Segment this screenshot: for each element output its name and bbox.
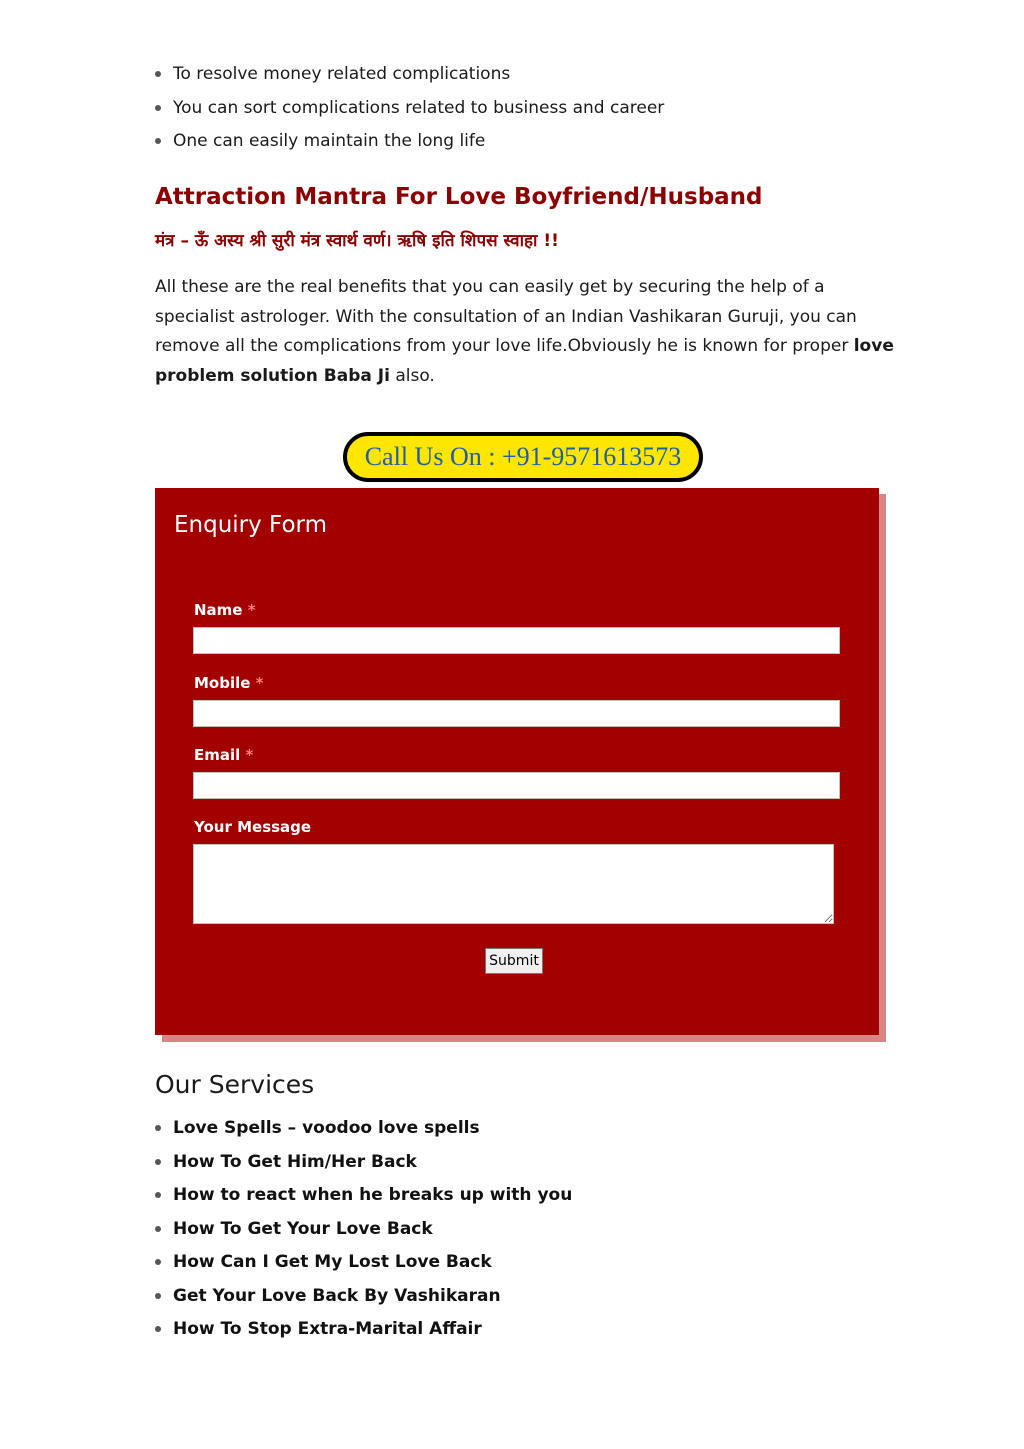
message-textarea[interactable]: [193, 844, 834, 924]
mobile-input[interactable]: [193, 700, 840, 727]
service-link[interactable]: How To Get Him/Her Back: [173, 1151, 417, 1172]
name-label-text: Name: [194, 601, 243, 619]
service-link[interactable]: How To Stop Extra-Marital Affair: [173, 1319, 482, 1339]
services-list: [155, 1112, 915, 1347]
email-label: [194, 746, 253, 764]
name-label: [194, 601, 256, 619]
required-marker: *: [247, 601, 256, 619]
service-link[interactable]: How To Get Your Love Back: [173, 1218, 433, 1239]
mantra-text: मंत्र – ऊँ अस्य श्री सुरी मंत्र स्वार्थ वर्ण। ऋषि इति शिपस स्वाहा !!: [155, 231, 559, 251]
list-item: [155, 1112, 915, 1146]
service-link[interactable]: How Can I Get My Lost Love Back: [173, 1252, 492, 1272]
paragraph-bold-text: love problem solution Baba Ji: [155, 336, 894, 387]
intro-paragraph: [155, 273, 900, 392]
paragraph-text: All these are the real benefits that you can easily get by securing the help of a specialist astrologer. With the consultation of an Indian Vashikaran Guruji, you can remove all the complications from your love life.Obviously he is known for proper: [155, 277, 857, 357]
section-heading: Attraction Mantra For Love Boyfriend/Husband: [155, 184, 763, 210]
services-title: Our Services: [155, 1070, 315, 1099]
mobile-label-text: Mobile: [194, 674, 251, 692]
name-input[interactable]: [193, 627, 840, 654]
email-label-text: Email: [194, 746, 241, 764]
benefits-list: [155, 58, 915, 159]
paragraph-end-text: also.: [389, 366, 435, 387]
mobile-label: [194, 674, 264, 692]
list-item: [155, 1146, 915, 1180]
message-label: [194, 818, 311, 836]
submit-button[interactable]: Submit: [485, 948, 543, 974]
service-link[interactable]: How to react when he breaks up with you: [173, 1185, 573, 1205]
service-link[interactable]: Love Spells – voodoo love spells: [173, 1118, 480, 1138]
list-item: One can easily maintain the long life: [155, 125, 915, 159]
call-us-button[interactable]: Call Us On : +91-9571613573: [343, 432, 703, 482]
required-marker: *: [245, 746, 254, 764]
list-item: [155, 1213, 915, 1247]
list-item: [155, 1246, 915, 1280]
enquiry-form: [155, 488, 879, 1035]
list-item: To resolve money related complications: [155, 58, 915, 92]
service-link[interactable]: Get Your Love Back By Vashikaran: [173, 1285, 501, 1306]
email-input[interactable]: [193, 772, 840, 799]
form-title: Enquiry Form: [174, 512, 327, 538]
list-item: [155, 1280, 915, 1314]
list-item: [155, 1179, 915, 1213]
list-item: You can sort complications related to business and career: [155, 92, 915, 126]
list-item: [155, 1313, 915, 1347]
required-marker: *: [255, 674, 264, 692]
message-label-text: Your Message: [194, 818, 312, 836]
